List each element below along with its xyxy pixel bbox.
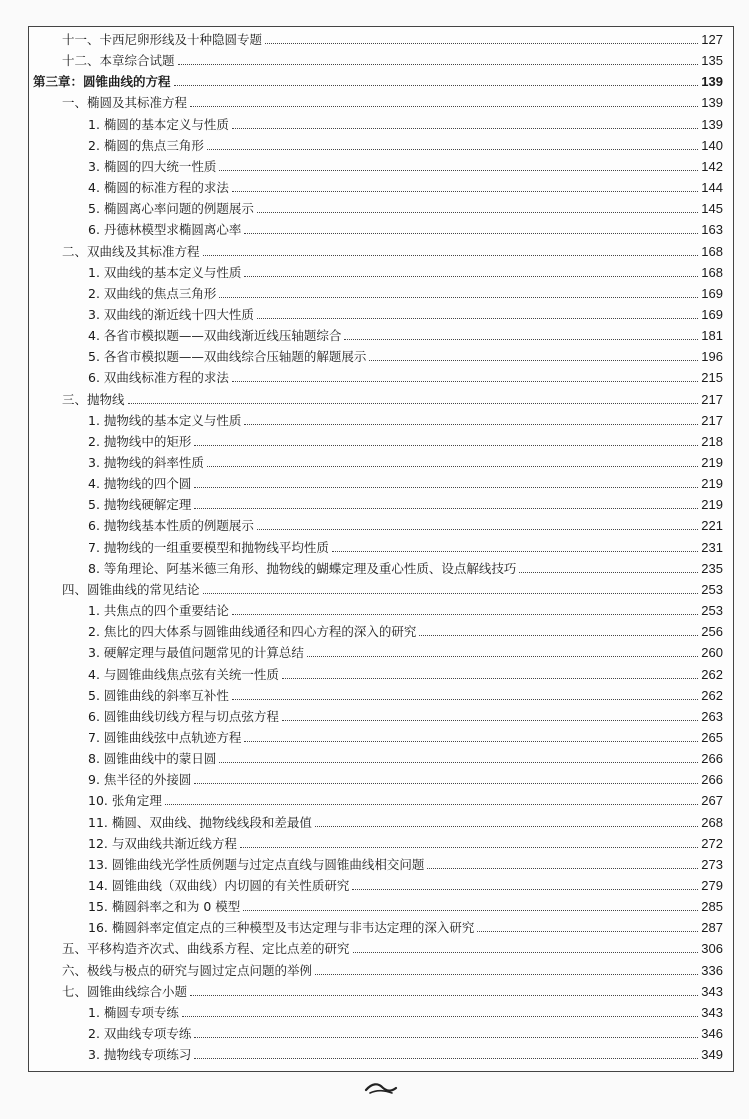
toc-entry-title: 6. 抛物线基本性质的例题展示 — [88, 518, 254, 534]
toc-leader-dots — [219, 170, 698, 171]
toc-entry-title: 1. 椭圆专项专练 — [88, 1004, 179, 1020]
toc-subsection-entry[interactable] — [29, 344, 723, 364]
toc-entry-title: 16. 椭圆斜率定值定点的三种模型及韦达定理与非韦达定理的深入研究 — [88, 920, 475, 936]
toc-entry-title: 1. 共焦点的四个重要结论 — [88, 603, 229, 619]
toc-entry-title: 1. 椭圆的基本定义与性质 — [88, 116, 229, 132]
toc-leader-dots — [182, 1016, 698, 1017]
toc-leader-dots — [477, 931, 698, 932]
toc-page-number: 262 — [701, 666, 723, 682]
toc-entry-title: 1. 双曲线的基本定义与性质 — [88, 264, 242, 280]
toc-subsection-entry[interactable] — [29, 112, 723, 132]
toc-subsection-entry[interactable] — [29, 640, 723, 660]
toc-entry-title: 4. 各省市模拟题——双曲线渐近线压轴题综合 — [88, 328, 342, 344]
toc-page-number: 265 — [701, 729, 723, 745]
toc-leader-dots — [219, 297, 698, 298]
toc-page-number: 287 — [701, 920, 723, 936]
toc-leader-dots — [282, 720, 698, 721]
toc-entry-title: 3. 抛物线专项练习 — [88, 1047, 192, 1063]
toc-page-number: 127 — [701, 32, 723, 47]
toc-leader-dots — [203, 255, 699, 256]
toc-leader-dots — [282, 678, 698, 679]
toc-entry-title: 1. 抛物线的基本定义与性质 — [88, 412, 242, 428]
toc-entry-title: 十二、本章综合试题 — [62, 53, 175, 69]
toc-page-number: 285 — [701, 899, 723, 915]
toc-page-number: 181 — [701, 328, 723, 344]
toc-page-number: 268 — [701, 814, 723, 830]
toc-chapter-entry[interactable] — [29, 69, 723, 89]
toc-section-entry[interactable] — [29, 936, 723, 956]
toc-page-number: 217 — [701, 412, 723, 428]
toc-subsection-entry[interactable] — [29, 492, 723, 512]
toc-page-number: 217 — [701, 391, 723, 407]
toc-page-number: 263 — [701, 708, 723, 724]
toc-entry-title: 7. 抛物线的一组重要模型和抛物线平均性质 — [88, 539, 329, 555]
toc-subsection-entry[interactable] — [29, 619, 723, 639]
toc-page-number: 266 — [701, 772, 723, 788]
toc-subsection-entry[interactable] — [29, 196, 723, 216]
toc-page-number: 139 — [701, 116, 723, 132]
toc-leader-dots — [194, 1037, 698, 1038]
toc-leader-dots — [194, 783, 698, 784]
toc-page-number: 142 — [701, 158, 723, 174]
toc-leader-dots — [344, 339, 698, 340]
toc-leader-dots — [190, 106, 698, 107]
toc-page-number: 343 — [701, 983, 723, 999]
toc-entry-title: 十一、卡西尼卵形线及十种隐圆专题 — [62, 32, 263, 47]
toc-subsection-entry[interactable] — [29, 1021, 723, 1041]
toc-leader-dots — [244, 741, 698, 742]
toc-leader-dots — [232, 128, 698, 129]
toc-entry-title: 2. 双曲线的焦点三角形 — [88, 285, 217, 301]
toc-entry-title: 三、抛物线 — [62, 391, 125, 407]
toc-subsection-entry[interactable] — [29, 746, 723, 766]
toc-subsection-entry[interactable] — [29, 450, 723, 470]
toc-leader-dots — [243, 910, 698, 911]
toc-subsection-entry[interactable] — [29, 513, 723, 533]
toc-subsection-entry[interactable] — [29, 1000, 723, 1020]
toc-leader-dots — [203, 593, 699, 594]
toc-entry-title: 14. 圆锥曲线（双曲线）内切圆的有关性质研究 — [88, 878, 350, 893]
toc-page-number: 256 — [701, 624, 723, 640]
toc-subsection-entry[interactable] — [29, 217, 723, 237]
toc-subsection-entry[interactable] — [29, 725, 723, 745]
toc-section-entry[interactable] — [29, 48, 723, 68]
toc-leader-dots — [427, 868, 698, 869]
toc-entry-title: 5. 抛物线硬解定理 — [88, 497, 192, 513]
toc-page-number: 262 — [701, 687, 723, 703]
toc-leader-dots — [307, 656, 698, 657]
toc-entry-title: 5. 椭圆离心率问题的例题展示 — [88, 201, 254, 217]
toc-page-number: 266 — [701, 751, 723, 767]
toc-leader-dots — [257, 212, 698, 213]
toc-leader-dots — [232, 191, 698, 192]
toc-page-number: 196 — [701, 349, 723, 365]
toc-leader-dots — [128, 403, 699, 404]
toc-subsection-entry[interactable] — [29, 175, 723, 195]
toc-page-number: 260 — [701, 645, 723, 661]
toc-subsection-entry[interactable] — [29, 662, 723, 682]
toc-subsection-entry[interactable] — [29, 471, 723, 491]
toc-page-number: 267 — [701, 793, 723, 809]
toc-page-number: 163 — [701, 222, 723, 238]
toc-page-number: 219 — [701, 476, 723, 492]
toc-subsection-entry[interactable] — [29, 873, 723, 893]
toc-entry-title: 3. 抛物线的斜率性质 — [88, 455, 204, 470]
toc-subsection-entry[interactable] — [29, 915, 723, 935]
toc-subsection-entry[interactable] — [29, 704, 723, 724]
toc-leader-dots — [178, 64, 699, 65]
toc-subsection-entry[interactable] — [29, 302, 723, 322]
toc-leader-dots — [194, 487, 698, 488]
toc-leader-dots — [332, 551, 698, 552]
toc-leader-dots — [257, 529, 698, 530]
toc-page-number: 336 — [701, 962, 723, 978]
toc-page-number: 169 — [701, 306, 723, 322]
toc-subsection-entry[interactable] — [29, 894, 723, 914]
toc-leader-dots — [352, 889, 698, 890]
toc-leader-dots — [219, 762, 698, 763]
toc-leader-dots — [244, 276, 698, 277]
toc-entry-title: 12. 与双曲线共渐近线方程 — [88, 835, 237, 851]
toc-page-number: 272 — [701, 835, 723, 851]
toc-page-number: 219 — [701, 455, 723, 470]
toc-leader-dots — [265, 43, 698, 44]
toc-page-number: 219 — [701, 497, 723, 513]
toc-page-number: 218 — [701, 433, 723, 449]
toc-leader-dots — [369, 360, 698, 361]
toc-leader-dots — [353, 952, 699, 953]
toc-page-number: 215 — [701, 370, 723, 386]
toc-page-number: 349 — [701, 1047, 723, 1063]
toc-page-number: 346 — [701, 1026, 723, 1042]
toc-entry-title: 6. 丹德林模型求椭圆离心率 — [88, 222, 242, 238]
toc-entry-title: 一、椭圆及其标准方程 — [62, 95, 188, 111]
toc-subsection-entry[interactable] — [29, 429, 723, 449]
toc-leader-dots — [232, 381, 698, 382]
toc-entry-title: 13. 圆锥曲线光学性质例题与过定点直线与圆锥曲线相交问题 — [88, 856, 425, 872]
toc-leader-dots — [244, 424, 698, 425]
toc-subsection-entry[interactable] — [29, 323, 723, 343]
toc-page-number: 140 — [701, 137, 723, 153]
toc-entry-title: 8. 圆锥曲线中的蒙日圆 — [88, 751, 217, 767]
publisher-logo-icon — [364, 1081, 398, 1095]
toc-leader-dots — [315, 826, 698, 827]
toc-page-number: 168 — [701, 264, 723, 280]
toc-page-number: 139 — [701, 95, 723, 111]
toc-entry-title: 8. 等角理论、阿基米德三角形、抛物线的蝴蝶定理及重心性质、设点解线技巧 — [88, 560, 517, 576]
toc-leader-dots — [207, 466, 698, 467]
toc-section-entry[interactable] — [29, 387, 723, 407]
toc-subsection-entry[interactable] — [29, 810, 723, 830]
toc-entry-title: 9. 焦半径的外接圆 — [88, 772, 192, 788]
toc-page-number: 135 — [701, 53, 723, 69]
toc-section-entry[interactable] — [29, 90, 723, 110]
toc-subsection-entry[interactable] — [29, 408, 723, 428]
toc-page-number: 139 — [701, 74, 723, 90]
toc-entry-title: 10. 张角定理 — [88, 793, 162, 809]
toc-section-entry[interactable] — [29, 979, 723, 999]
toc-entry-title: 六、极线与极点的研究与圆过定点问题的举例 — [62, 962, 313, 978]
toc-leader-dots — [244, 233, 698, 234]
toc-subsection-entry[interactable] — [29, 767, 723, 787]
toc-entry-title: 5. 各省市模拟题——双曲线综合压轴题的解题展示 — [88, 349, 367, 365]
toc-leader-dots — [315, 974, 698, 975]
toc-subsection-entry[interactable] — [29, 133, 723, 153]
toc-entry-title: 2. 椭圆的焦点三角形 — [88, 137, 204, 153]
toc-page-number: 145 — [701, 201, 723, 217]
toc-leader-dots — [165, 804, 698, 805]
toc-subsection-entry[interactable] — [29, 831, 723, 851]
toc-leader-dots — [419, 635, 698, 636]
toc-entry-title: 6. 双曲线标准方程的求法 — [88, 370, 229, 386]
toc-subsection-entry[interactable] — [29, 598, 723, 618]
toc-entry-title: 2. 焦比的四大体系与圆锥曲线通径和四心方程的深入的研究 — [88, 624, 417, 640]
toc-entry-title: 五、平移构造齐次式、曲线系方程、定比点差的研究 — [62, 941, 350, 957]
toc-entry-title: 第三章：圆锥曲线的方程 — [33, 74, 171, 90]
toc-section-entry[interactable] — [29, 239, 723, 259]
toc-subsection-entry[interactable] — [29, 683, 723, 703]
toc-page-number: 343 — [701, 1004, 723, 1020]
toc-subsection-entry[interactable] — [29, 365, 723, 385]
toc-frame — [28, 26, 734, 1072]
toc-page-number: 253 — [701, 603, 723, 619]
toc-entry-title: 6. 圆锥曲线切线方程与切点弦方程 — [88, 708, 279, 724]
toc-entry-title: 四、圆锥曲线的常见结论 — [62, 581, 200, 597]
toc-page-number: 231 — [701, 539, 723, 555]
toc-entry-title: 15. 椭圆斜率之和为 0 模型 — [88, 899, 241, 915]
toc-leader-dots — [194, 508, 698, 509]
toc-section-entry[interactable] — [29, 958, 723, 978]
toc-page-number: 235 — [701, 560, 723, 576]
toc-page-number: 169 — [701, 285, 723, 301]
toc-section-entry[interactable] — [29, 27, 723, 47]
toc-subsection-entry[interactable] — [29, 556, 723, 576]
toc-leader-dots — [207, 149, 698, 150]
toc-subsection-entry[interactable] — [29, 852, 723, 872]
toc-page-number: 221 — [701, 518, 723, 534]
toc-leader-dots — [174, 85, 699, 86]
toc-entry-title: 二、双曲线及其标准方程 — [62, 243, 200, 259]
toc-entry-title: 2. 抛物线中的矩形 — [88, 433, 192, 449]
toc-entry-title: 4. 椭圆的标准方程的求法 — [88, 180, 229, 196]
toc-entry-title: 4. 抛物线的四个圆 — [88, 476, 192, 492]
toc-page-number: 306 — [701, 941, 723, 957]
toc-leader-dots — [190, 995, 698, 996]
toc-page-number: 279 — [701, 878, 723, 893]
toc-leader-dots — [257, 318, 698, 319]
toc-subsection-entry[interactable] — [29, 1042, 723, 1062]
toc-leader-dots — [194, 1058, 698, 1059]
toc-subsection-entry[interactable] — [29, 788, 723, 808]
toc-subsection-entry[interactable] — [29, 260, 723, 280]
toc-page-number: 168 — [701, 243, 723, 259]
toc-entry-title: 七、圆锥曲线综合小题 — [62, 983, 188, 999]
toc-leader-dots — [232, 614, 698, 615]
toc-entry-title: 3. 双曲线的渐近线十四大性质 — [88, 306, 254, 322]
toc-entry-title: 7. 圆锥曲线弦中点轨迹方程 — [88, 729, 242, 745]
toc-entry-title: 3. 椭圆的四大统一性质 — [88, 158, 217, 174]
toc-entry-title: 5. 圆锥曲线的斜率互补性 — [88, 687, 229, 703]
toc-section-entry[interactable] — [29, 577, 723, 597]
toc-leader-dots — [240, 847, 698, 848]
toc-subsection-entry[interactable] — [29, 154, 723, 174]
toc-entry-title: 4. 与圆锥曲线焦点弦有关统一性质 — [88, 666, 279, 682]
toc-page-number: 273 — [701, 856, 723, 872]
toc-leader-dots — [194, 445, 698, 446]
toc-entry-title: 11. 椭圆、双曲线、抛物线线段和差最值 — [88, 814, 312, 830]
toc-entry-title: 2. 双曲线专项专练 — [88, 1026, 192, 1042]
toc-page-number: 144 — [701, 180, 723, 196]
toc-entry-title: 3. 硬解定理与最值问题常见的计算总结 — [88, 645, 304, 661]
toc-leader-dots — [519, 572, 698, 573]
toc-subsection-entry[interactable] — [29, 535, 723, 555]
toc-leader-dots — [232, 699, 698, 700]
toc-page-number: 253 — [701, 581, 723, 597]
toc-subsection-entry[interactable] — [29, 281, 723, 301]
